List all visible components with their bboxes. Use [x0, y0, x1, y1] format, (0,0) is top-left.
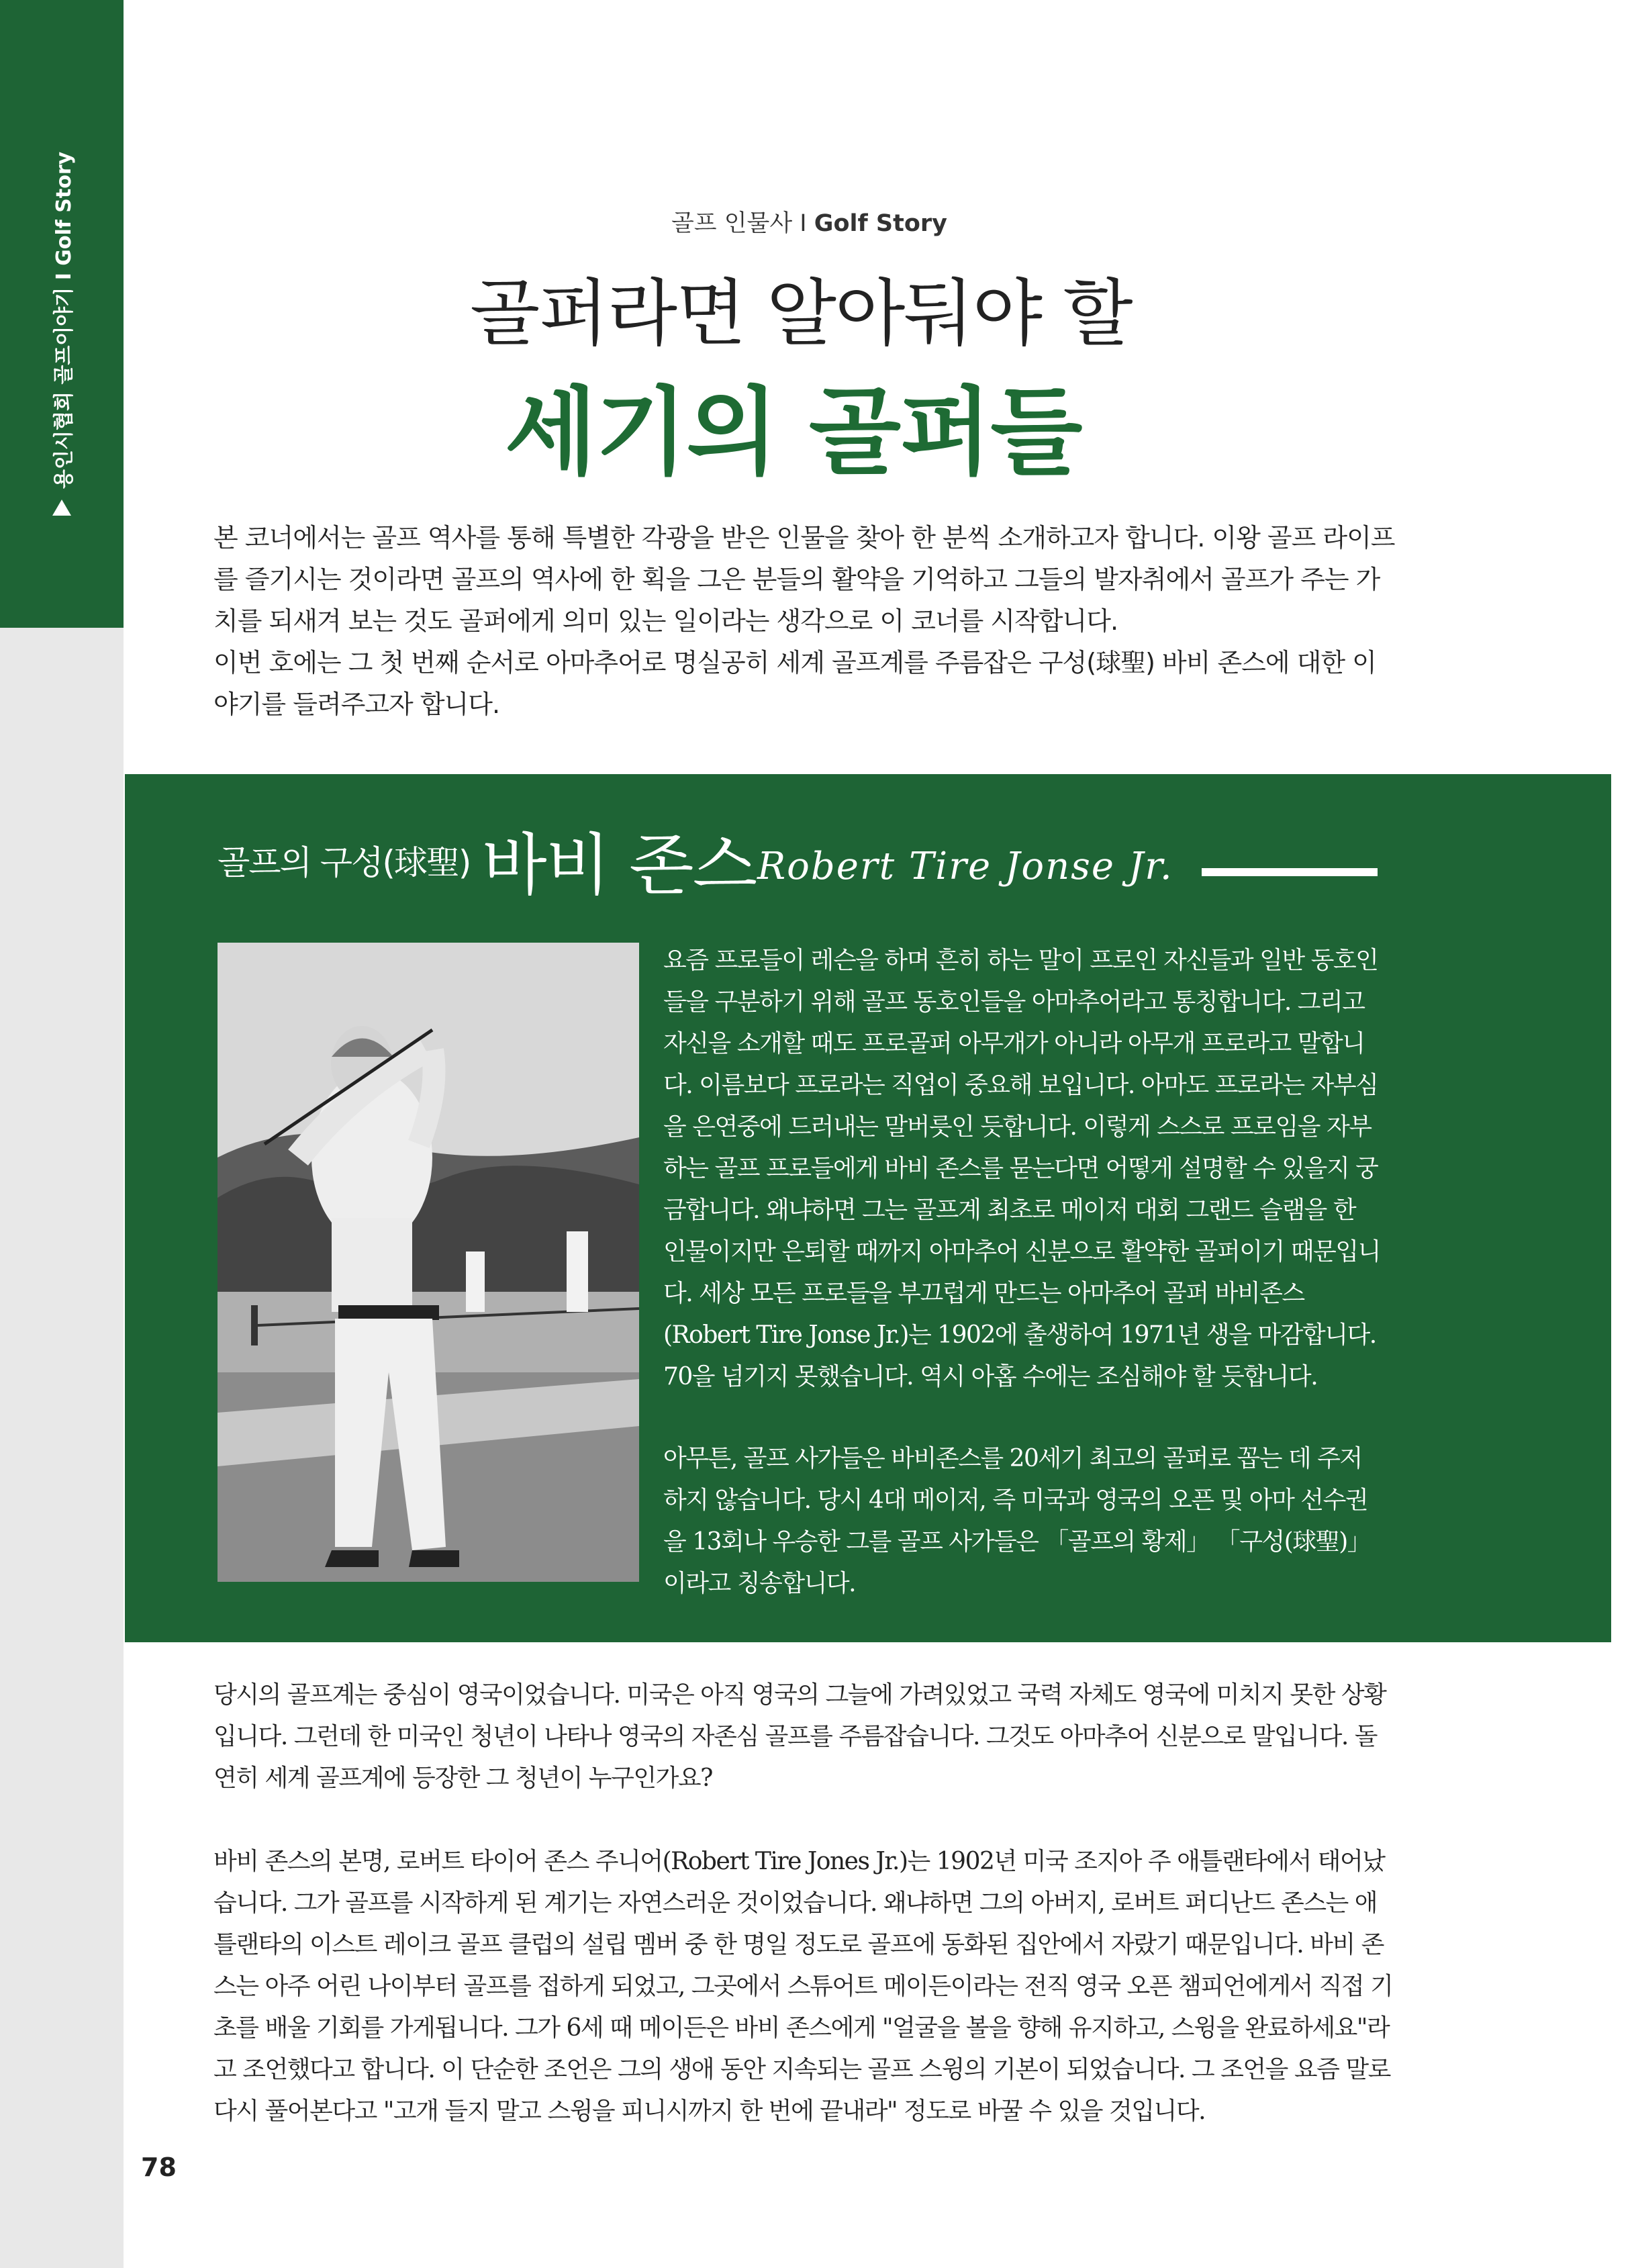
- article-body: [213, 1674, 1395, 2132]
- feature-divider: [1202, 868, 1378, 876]
- feature-subtitle: 골프의 구성(球聖): [218, 843, 471, 882]
- feature-text: [663, 940, 1382, 1605]
- mountain-icon: [52, 500, 71, 516]
- body-paragraph-1: 당시의 골프계는 중심이 영국이었습니다. 미국은 아직 영국의 그늘에 가려있었고 국력 자체도 영국에 미치지 못한 상황입니다. 그런데 한 미국인 청년이 나타나 영국의 자존심 골프를 주름잡습니다. 그것도 아마추어 신분으로 말입니다. 돌연히 세계 골프계에 등장한 그 청년이 누구인가요?: [213, 1681, 1386, 1792]
- body-paragraph-2: 바비 존스의 본명, 로버트 타이어 존스 주니어(Robert Tire Jones Jr.)는 1902년 미국 조지아 주 애틀랜타에서 태어났습니다. 그가 골프를 시작하게 된 계기는 자연스러운 것이었습니다. 왜냐하면 그의 아버지, 로버트 퍼디난드 존스는 애틀랜타의 이스트 레이크 골프 클럽의 설립 멤버 중 한 명일 정도로 골프에 동화된 집안에서 자랐기 때문입니다. 바비 존스는 아주 어린 나이부터 골프를 접하게 되었고, 그곳에서 스튜어트 메이든이라는 전직 영국 오픈 챔피언에게서 직접 기초를 배울 기회를 가게됩니다. 그가 6세 때 메이든은 바비 존스에게 "얼굴을 볼을 향해 유지하고, 스윙을 완료하세요"라고 조언했다고 합니다. 이 단순한 조언은 그의 생애 동안 지속되는 골프 스윙의 기본이 되었습니다. 그 조언을 요즘 말로 다시 풀어본다고 "고개 들지 말고 스윙을 피니시까지 한 번에 끝내라" 정도로 바꿀 수 있을 것입니다.: [213, 1848, 1393, 2125]
- feature-name-script: Robert Tire Jonse Jr.: [757, 845, 1173, 888]
- feature-paragraph-2: 아무튼, 골프 사가들은 바비존스를 20세기 최고의 골퍼로 꼽는 데 주저하지 않습니다. 당시 4대 메이저, 즉 미국과 영국의 오픈 및 아마 선수권을 13회나 우승한 그를 골프 사가들은 「골프의 황제」 「구성(球聖)」이라고 칭송합니다.: [663, 1445, 1371, 1597]
- sidebar-section-label: [42, 151, 82, 517]
- kicker-korean: 골프 인물사 I: [671, 210, 814, 237]
- intro-text: [213, 517, 1395, 725]
- golfer-photo: [218, 943, 639, 1582]
- page-number: 78: [141, 2153, 177, 2182]
- feature-paragraph-1: 요즘 프로들이 레슨을 하며 흔히 하는 말이 프로인 자신들과 일반 동호인들을 구분하기 위해 골프 동호인들을 아마추어라고 통칭합니다. 그리고 자신을 소개할 때도 프로골퍼 아무개가 아니라 아무개 프로라고 말합니다. 이름보다 프로라는 직업이 중요해 보입니다. 아마도 프로라는 자부심을 은연중에 드러내는 말버릇인 듯합니다. 이렇게 스스로 프로임을 자부하는 골프 프로들에게 바비 존스를 묻는다면 어떻게 설명할 수 있을지 궁금합니다. 왜냐하면 그는 골프계 최초로 메이저 대회 그랜드 슬램을 한 인물이지만 은퇴할 때까지 아마추어 신분으로 활약한 골퍼이기 때문입니다. 세상 모든 프로들을 부끄럽게 만드는 아마추어 골퍼 바비존스(Robert Tire Jonse Jr.)는 1902에 출생하여 1971년 생을 마감합니다. 70을 넘기지 못했습니다. 역시 아홉 수에는 조심해야 할 듯합니다.: [663, 947, 1380, 1390]
- kicker-english: Golf Story: [814, 210, 947, 237]
- intro-paragraph-1: 본 코너에서는 골프 역사를 통해 특별한 각광을 받은 인물을 찾아 한 분씩 소개하고자 합니다. 이왕 골프 라이프를 즐기시는 것이라면 골프의 역사에 한 획을 그은 분들의 활약을 기억하고 그들의 발자취에서 골프가 주는 가치를 되새겨 보는 것도 골퍼에게 의미 있는 일이라는 생각으로 이 코너를 시작합니다.: [213, 523, 1395, 636]
- section-kicker: [671, 205, 947, 238]
- feature-name: 바비 존스: [482, 826, 757, 904]
- golfer-photo-illustration: [218, 943, 639, 1582]
- sidebar-label-text: 용인시협회 골프이야기 I Golf Story: [52, 151, 76, 489]
- page-title-line2: 세기의 골퍼들: [505, 377, 1082, 488]
- page-title-line1: 골퍼라면 알아둬야 할: [470, 272, 1132, 356]
- intro-paragraph-2: 이번 호에는 그 첫 번째 순서로 아마추어로 명실공히 세계 골프계를 주름잡은 구성(球聖) 바비 존스에 대한 이야기를 들려주고자 합니다.: [213, 648, 1376, 719]
